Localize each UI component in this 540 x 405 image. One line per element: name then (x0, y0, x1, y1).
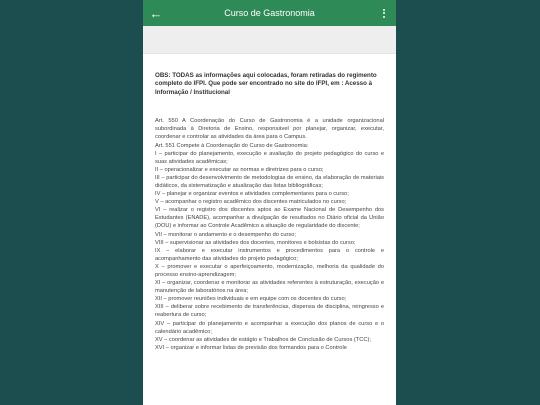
paragraph: VIII – supervisionar as atividades dos docentes, monitores e bolsistas do curso; (155, 239, 356, 246)
paragraph: Art. 550 A Coordenação do Curso de Gastronomia é a unidade organizacional subordinada à Diretoria de Ensino, responsável por planejar, organizar, executar, coordenar e controlar as atividades da área para o Campus. (155, 118, 384, 141)
paragraph: IV – planejar e organizar eventos e atividades complementares para o curso; (155, 191, 349, 198)
paragraph: VI – realizar o registro dos discentes aptos ao Exame Nacional de Desempenho dos Estudantes (ENADE), acompanhar a divulgação de resultados no Diário oficial da União (DOU) e informar ao Controle Acadêmico a situação de regularidade do discente; (155, 207, 384, 230)
paragraph: XV – coordenar as atividades de estágio e Trabalhos de Conclusão de Cursos (TCC); (155, 336, 371, 343)
paragraph: VII – monitorar o andamento e o desempenho do curso; (155, 231, 297, 238)
banner-area (143, 26, 396, 54)
paragraph: I – participar do planejamento, execução e avaliação do projeto pedagógico do curso e suas atividades acadêmicas; (155, 150, 384, 165)
back-button[interactable] (143, 0, 169, 26)
paragraph: IX – elaborar e executar instrumentos e procedimentos para o controle e acompanhamento das atividades do projeto pedagógico; (155, 247, 384, 262)
paragraph: II – operacionalizar e executar as normas e diretrizes para o curso; (155, 166, 324, 173)
paragraph: XIV – participar do planejamento e acompanhar a execução dos planos de curso e o calendário acadêmico; (155, 320, 384, 335)
paragraph: V – acompanhar o registro acadêmico dos discentes matriculados no curso; (155, 199, 347, 206)
more-vertical-icon[interactable] (378, 0, 390, 26)
paragraph: XIII – deliberar sobre recebimento de transferências, dispensa de disciplina, reingresso e reabertura de curso; (155, 304, 384, 319)
paragraph: Art. 551 Compete à Coordenação do Curso de Gastronomia: (155, 142, 309, 149)
notice-text: OBS: TODAS as informações aqui colocadas, foram retiradas do regimento completo do IFPI. Que pode ser encontrado no site do IFPI, em : Acesso à Informação / Institucional (155, 72, 377, 96)
regulation-text (155, 117, 384, 352)
arrow-left-icon: ← (149, 5, 163, 21)
phone-screen (143, 0, 396, 405)
content-area (143, 54, 396, 352)
page-title: Curso de Gastronomia (224, 8, 315, 18)
app-bar (143, 0, 396, 26)
paragraph: XVI – organizar e informar listas de previsão dos formandos para o Controle (155, 344, 347, 351)
paragraph: XII – promover reuniões individuais e em equipe com os docentes do curso; (155, 296, 347, 303)
paragraph: X – promover e executar o aperfeiçoamento, modernização, melhoria da qualidade do processo ensino-aprendizagem; (155, 263, 384, 278)
paragraph: XI – organizar, coordenar e monitorar as atividades referentes à estruturação, execução e manutenção de laboratórios na área; (155, 280, 384, 295)
paragraph: III – participar do desenvolvimento de metodologias de ensino, da elaboração de materiais didáticos, da sistematização e atualização das listas bibliográficas; (155, 174, 384, 189)
